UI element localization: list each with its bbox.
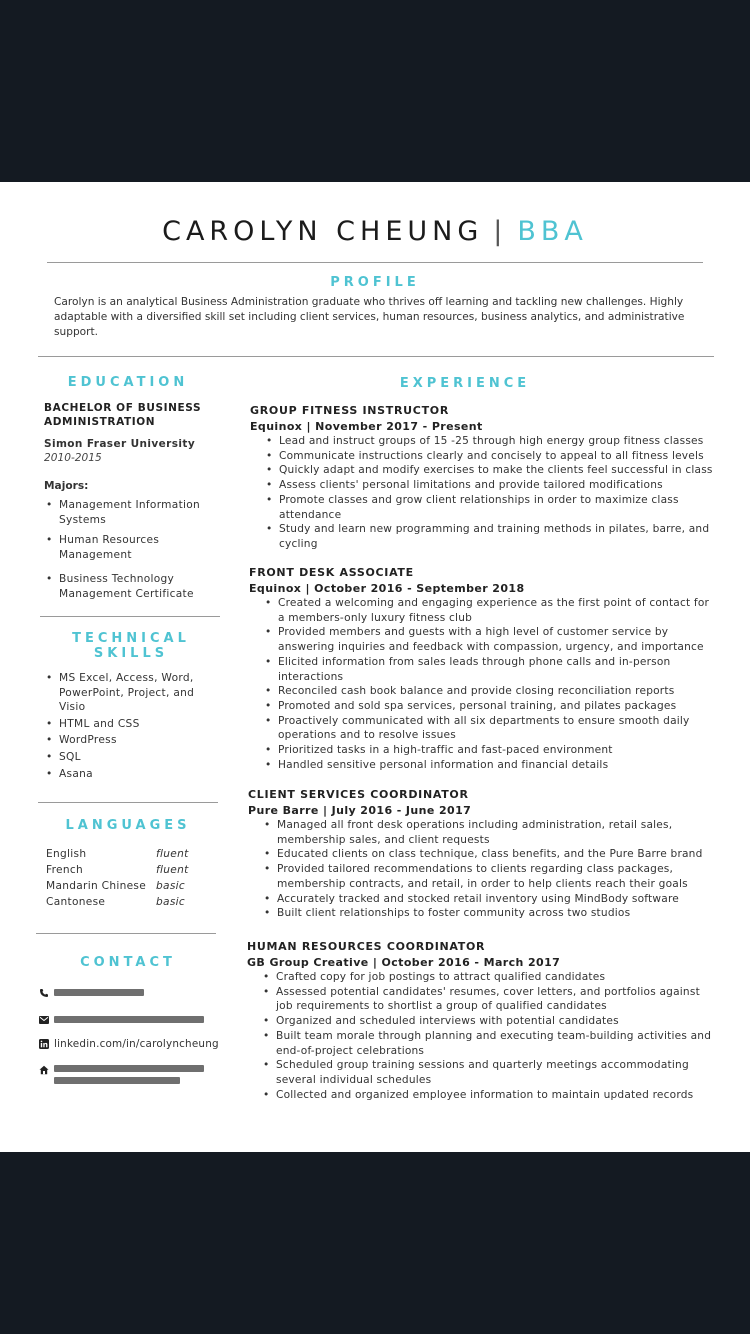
language-name: French [46, 864, 84, 876]
list-item: • SQL [44, 750, 214, 765]
list-item: • Accurately tracked and stocked retail inventory using MindBody software [262, 892, 718, 907]
skills-section [44, 669, 214, 781]
contact-email [38, 1014, 204, 1025]
list-item: • Management Information Systems [44, 498, 214, 527]
list-item: • Lead and instruct groups of 15 -25 through high energy group fitness classes [264, 434, 720, 449]
list-item: • Built client relationships to foster community across two studios [262, 906, 718, 921]
language-name: Mandarin Chinese [46, 880, 147, 892]
language-row [46, 862, 206, 878]
list-item: • Organized and scheduled interviews with potential candidates [261, 1014, 717, 1029]
profile-heading: PROFILE [330, 275, 420, 290]
list-item: • MS Excel, Access, Word, PowerPoint, Project, and Visio [44, 671, 214, 715]
language-level: fluent [156, 848, 189, 860]
job-entry [248, 788, 718, 921]
contact-heading: CONTACT [80, 955, 176, 970]
profile-divider [38, 356, 714, 357]
linkedin-url[interactable]: linkedin.com/in/carolyncheung [54, 1038, 219, 1050]
list-item: • Quickly adapt and modify exercises to make the clients feel successful in class [264, 463, 720, 478]
degree: BACHELOR OF BUSINESS ADMINISTRATION [44, 402, 202, 428]
majors-list [44, 498, 214, 602]
skills-list [44, 671, 214, 781]
language-row [46, 878, 206, 894]
list-item: • Communicate instructions clearly and concisely to appeal to all fitness levels [264, 449, 720, 464]
languages-divider [36, 933, 216, 934]
job-bullets [262, 818, 718, 921]
list-item: • Assess clients' personal limitations and provide tailored modifications [264, 478, 720, 493]
experience-heading: EXPERIENCE [399, 376, 531, 391]
phone-redacted [54, 989, 144, 996]
language-level: basic [156, 880, 186, 892]
list-item: • Prioritized tasks in a high-traffic and fast-paced environment [263, 743, 719, 758]
job-entry [247, 940, 717, 1102]
job-entry [249, 566, 719, 772]
majors-label: Majors: [44, 480, 89, 492]
list-item: • Reconciled cash book balance and provide closing reconciliation reports [263, 684, 719, 699]
contact-address [38, 1064, 204, 1084]
languages-heading: LANGUAGES [65, 818, 191, 833]
header-divider [47, 262, 703, 263]
job-title: GROUP FITNESS INSTRUCTOR [250, 404, 450, 417]
language-level: fluent [156, 864, 189, 876]
address-redacted [54, 1064, 204, 1084]
name-separator: | [493, 216, 508, 247]
job-company: Pure Barre | July 2016 - June 2017 [248, 804, 472, 817]
list-item: • Study and learn new programming and training methods in pilates, barre, and cycling [264, 522, 720, 551]
job-company: GB Group Creative | October 2016 - March 2017 [247, 956, 561, 969]
list-item: • Human Resources Management [44, 533, 214, 562]
email-redacted [54, 1016, 204, 1023]
home-icon [38, 1064, 49, 1075]
job-entry [250, 404, 720, 552]
list-item: • WordPress [44, 733, 214, 748]
contact-phone [38, 987, 144, 998]
list-item: • Business Technology Management Certificate [44, 572, 214, 601]
languages-section [46, 846, 206, 910]
skills-heading: TECHNICAL SKILLS [72, 631, 190, 661]
phone-icon [38, 987, 49, 998]
list-item: • Promote classes and grow client relationships in order to maximize class attendance [264, 493, 720, 522]
education-divider [40, 616, 220, 617]
job-bullets [264, 434, 720, 552]
job-company: Equinox | October 2016 - September 2018 [249, 582, 525, 595]
credential: BBA [517, 216, 588, 247]
profile-text: Carolyn is an analytical Business Administration graduate who thrives off learning and tackling new challenges. Highly adaptable with a diversified skill set including client services, human resources, business analytics, and administrative support. [54, 296, 685, 338]
full-name: CAROLYN CHEUNG [162, 216, 484, 247]
job-company: Equinox | November 2017 - Present [250, 420, 483, 433]
list-item: • Collected and organized employee information to maintain updated records [261, 1088, 717, 1103]
list-item: • Provided members and guests with a high level of customer service by answering inquiries and feedback with compassion, urgency, and importance [263, 625, 719, 654]
language-name: English [46, 848, 87, 860]
list-item: • Built team morale through planning and executing team-building activities and end-of-project celebrations [261, 1029, 717, 1058]
list-item: • Handled sensitive personal information and financial details [263, 758, 719, 773]
list-item: • Asana [44, 767, 214, 782]
resume-page [0, 182, 750, 1152]
address-line-redacted [54, 1077, 180, 1084]
list-item: • HTML and CSS [44, 717, 214, 732]
list-item: • Provided tailored recommendations to clients regarding class packages, membership contracts, and retail, in order to help clients reach their goals [262, 862, 718, 891]
skills-divider [38, 802, 218, 803]
education-section [44, 401, 214, 602]
list-item: • Educated clients on class technique, class benefits, and the Pure Barre brand [262, 847, 718, 862]
education-years: 2010-2015 [44, 452, 102, 464]
list-item: • Assessed potential candidates' resumes, cover letters, and portfolios against job requirements to shortlist a group of qualified candidates [261, 985, 717, 1014]
education-heading: EDUCATION [67, 375, 189, 390]
language-name: Cantonese [46, 896, 106, 908]
language-row [46, 846, 206, 862]
list-item: • Managed all front desk operations including administration, retail sales, membership sales, and client requests [262, 818, 718, 847]
linkedin-icon [38, 1039, 49, 1050]
job-title: CLIENT SERVICES COORDINATOR [248, 788, 469, 801]
job-title: FRONT DESK ASSOCIATE [249, 566, 414, 579]
contact-linkedin[interactable] [38, 1038, 219, 1050]
school: Simon Fraser University [44, 438, 196, 450]
job-bullets [263, 596, 719, 772]
mail-icon [38, 1014, 49, 1025]
list-item: • Created a welcoming and engaging experience as the first point of contact for a members-only luxury fitness club [263, 596, 719, 625]
list-item: • Promoted and sold spa services, personal training, and pilates packages [263, 699, 719, 714]
list-item: • Crafted copy for job postings to attract qualified candidates [261, 970, 717, 985]
language-row [46, 894, 206, 910]
address-line-redacted [54, 1065, 204, 1072]
list-item: • Scheduled group training sessions and quarterly meetings accommodating several individual schedules [261, 1058, 717, 1087]
resume-name [0, 216, 750, 247]
job-bullets [261, 970, 717, 1102]
list-item: • Proactively communicated with all six departments to ensure smooth daily operations and to resolve issues [263, 714, 719, 743]
list-item: • Elicited information from sales leads through phone calls and in-person interactions [263, 655, 719, 684]
language-level: basic [156, 896, 186, 908]
job-title: HUMAN RESOURCES COORDINATOR [247, 940, 486, 953]
